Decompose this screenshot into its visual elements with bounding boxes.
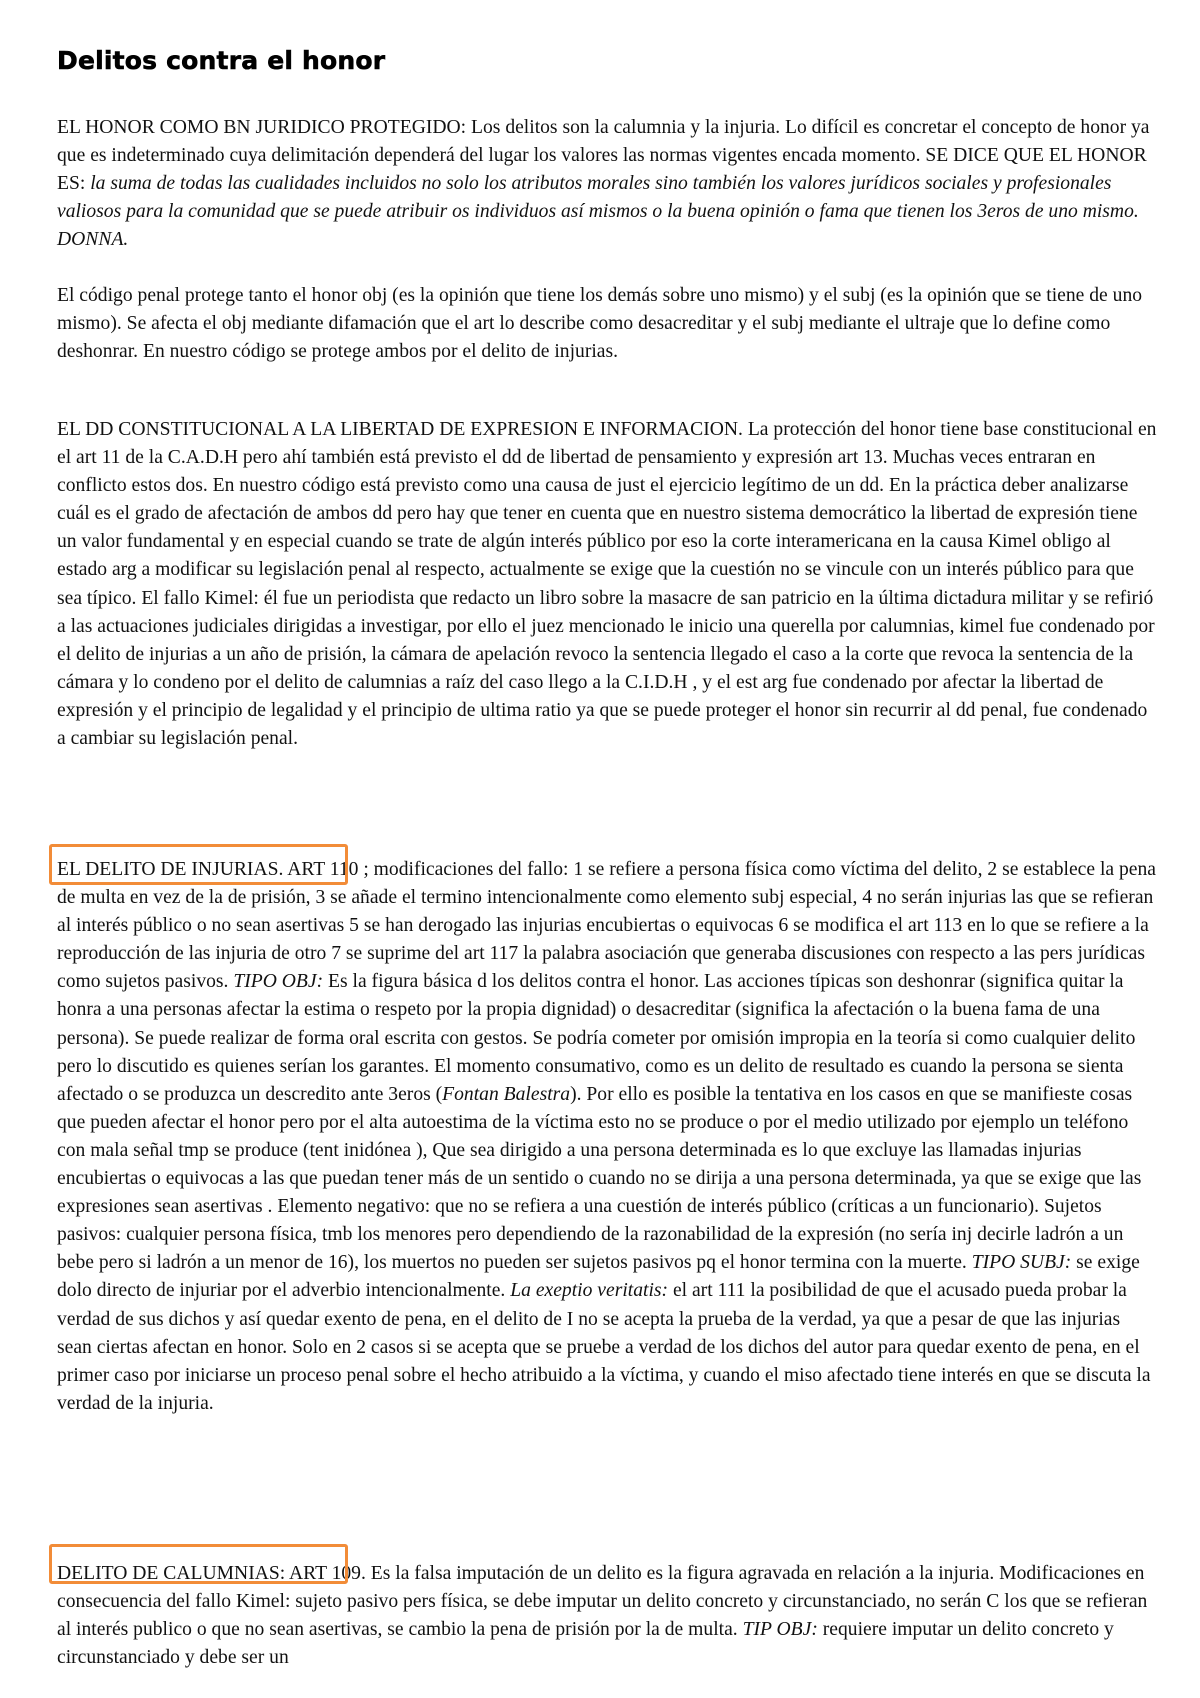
section-text: ART 109. Es la falsa imputación de un delito es la figura agravada en relación a la injuria. Modificaciones en consecuencia del fallo Kimel: sujeto pasivo pers física, se debe imputar un delito concreto y circunstanciado, no serán C los que se refieran al interés publico o que no sean asertivas, se cambio la pena de prisión por la de multa. bbox=[57, 1563, 1148, 1641]
section-libertad-expresion bbox=[57, 416, 1157, 753]
section-text: ). Por ello es posible la tentativa en los casos en que se manifieste cosas que pueden afectar el honor pero por el alta autoestima de la víctima esto no se produce o por el medio utilizado por ejemplo un teléfono con mala señal tmp se produce (tent inidónea ), Que sea dirigido a una persona determinada es lo que excluye las llamadas injurias encubiertas o equivocas a las que puedan tener más de un sentido o cuando no se dirija a una persona determinada, ya que se exige que las expresiones sean asertivas . Elemento negativo: que no se refiera a una cuestión de interés público (críticas a un funcionario). Sujetos pasivos: cualquier persona física, tmb los menores pero dependiendo de la razonabilidad de la expresión (no sería inj decirle ladrón a un bebe pero si ladrón a un menor de 16), los muertos no pueden ser sujetos pasivos pq el honor termina con la muerte. bbox=[57, 1083, 1142, 1274]
section-text: Los delitos son la calumnia y la injuria. Lo difícil es concretar el concepto de honor ya que es indeterminado cuya delimitación dependerá del lugar los valores las normas vigentes encada momento. SE DICE QUE EL HONOR ES: bbox=[57, 117, 1150, 195]
section-heading-injurias: EL DELITO DE INJURIAS. bbox=[57, 859, 284, 880]
section-text: requiere imputar un delito concreto y circunstanciado y debe ser un bbox=[57, 1619, 1114, 1669]
italic-label-tipo-subj: TIPO SUBJ: bbox=[971, 1252, 1072, 1274]
section-heading-calumnias: DELITO DE CALUMNIAS: bbox=[57, 1563, 286, 1584]
page-title: Delitos contra el honor bbox=[57, 46, 386, 75]
section-calumnias bbox=[57, 1560, 1157, 1672]
section-italic-text: la suma de todas las cualidades incluidos no solo los atributos morales sino también los valores jurídicos sociales y profesionales valiosos para la comunidad que se puede atribuir os individuos así mismos o la buena opinión o fama que tienen los 3eros de uno mismo. DONNA. bbox=[57, 173, 1139, 251]
section-heading-libertad: EL DD CONSTITUCIONAL A LA LIBERTAD DE EXPRESION E INFORMACION. bbox=[57, 419, 743, 440]
section-honor-paragraph-2 bbox=[57, 282, 1157, 366]
section-heading-honor: EL HONOR COMO BN JURIDICO PROTEGIDO: bbox=[57, 117, 467, 138]
italic-label-tipo-obj: TIPO OBJ: bbox=[233, 971, 324, 993]
section-text: se exige dolo directo de injuriar por el adverbio intencionalmente. bbox=[57, 1252, 1140, 1302]
italic-citation: Fontan Balestra bbox=[442, 1083, 571, 1105]
section-text: El código penal protege tanto el honor obj (es la opinión que tiene los demás sobre uno mismo) y el subj (es la opinión que se tiene de uno mismo). Se afecta el obj mediante difamación que el art lo describe como desacreditar y el subj mediante el ultraje que lo define como deshonrar. En nuestro código se protege ambos por el delito de injurias. bbox=[57, 285, 1143, 363]
section-honor-paragraph bbox=[57, 114, 1157, 254]
section-text: La protección del honor tiene base constitucional en el art 11 de la C.A.D.H pero ahí también está previsto el dd de libertad de pensamiento y expresión art 13. Muchas veces entraran en conflicto estos dos. En nuestro código está previsto como una causa de just el ejercicio legítimo de un dd. En la práctica deber analizarse cuál es el grado de afectación de ambos dd pero hay que tener en cuenta que en nuestro sistema democrático la libertad de expresión tiene un valor fundamental y en especial cuando se trate de algún interés público por eso la corte interamericana en la causa Kimel obligo al estado arg a modificar su legislación penal al respecto, actualmente se exige que la cuestión no se vincule con un interés público para que sea típico. El fallo Kimel: él fue un periodista que redacto un libro sobre la masacre de san patricio en la última dictadura militar y se refirió a las actuaciones judiciales dirigidas a investigar, por ello el juez mencionado le inicio una querella por calumnias, kimel fue condenado por el delito de injurias a un año de prisión, la cámara de apelación revoco la sentencia llegado el caso a la corte que revoca la sentencia de la cámara y lo condeno por el delito de calumnias a raíz del caso llego a la C.I.D.H , y el est arg fue condenado por afectar la libertad de expresión y el principio de legalidad y el principio de ultima ratio ya que se puede proteger el honor sin recurrir al dd penal, fue condenado a cambiar su legislación penal. bbox=[57, 419, 1157, 750]
section-text: ART 110 ; modificaciones del fallo: 1 se refiere a persona física como víctima del delito, 2 se establece la pena de multa en vez de la de prisión, 3 se añade el termino intencionalmente como elemento subj especial, 4 no serán injurias las que se refieran al interés público o no sean asertivas 5 se han derogado las injurias encubiertas o equivocas 6 se modifica el art 113 en lo que se refiere a la reproducción de las injuria de otro 7 se suprime del art 117 la palabra asociación que generaba discusiones con respecto a las pers jurídicas como sujetos pasivos. bbox=[57, 859, 1157, 993]
section-text: Es la figura básica d los delitos contra el honor. Las acciones típicas son deshonrar (significa quitar la honra a una personas afectar la estima o respeto por la propia dignidad) o desacreditar (significa la afectación o la buena fama de una persona). Se puede realizar de forma oral escrita con gestos. Se podría cometer por omisión impropia en la teoría si como cualquier delito pero lo discutido es quienes serían los garantes. El momento consumativo, como es un delito de resultado es cuando la persona se sienta afectado o se produzca un descredito ante 3eros ( bbox=[57, 971, 1136, 1105]
italic-label-exeptio: La exeptio veritatis: bbox=[510, 1280, 669, 1302]
section-injurias bbox=[57, 856, 1157, 1418]
italic-label-tip-obj: TIP OBJ: bbox=[742, 1619, 818, 1641]
section-text: el art 111 la posibilidad de que el acusado pueda probar la verdad de sus dichos y así quedar exento de pena, en el delito de I no se acepta la prueba de la verdad, ya que a pesar de que las injurias sean ciertas afectan en honor. Solo en 2 casos si se acepta que se pruebe a verdad de los dichos del autor para quedar exento de pena, en el primer caso por iniciarse un proceso penal sobre el hecho atribuido a la víctima, y cuando el miso afectado tiene interés en que se discuta la verdad de la injuria. bbox=[57, 1280, 1151, 1414]
